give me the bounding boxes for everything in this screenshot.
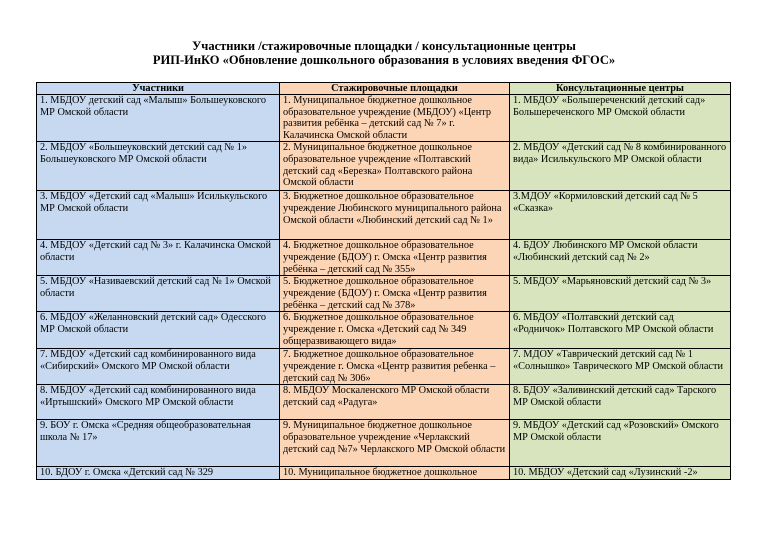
consulting-center-cell: 2. МБДОУ «Детский сад № 8 комбинированного вида» Исилькульского МР Омской области: [510, 142, 731, 191]
training-site-cell: 6. Бюджетное дошкольное образовательное учреждение г. Омска «Детский сад № 349 общеразвивающего вида»: [280, 312, 510, 349]
consulting-center-cell: 10. МБДОУ «Детский сад «Лузинский -2»: [510, 467, 731, 480]
table-row: [37, 467, 731, 480]
training-site-cell: 4. Бюджетное дошкольное образовательное учреждение (БДОУ) г. Омска «Центр развития ребёнка – детский сад № 355»: [280, 240, 510, 276]
table-row: [37, 385, 731, 420]
table-row: [37, 191, 731, 240]
header-training-sites: Стажировочные площадки: [280, 83, 510, 95]
participant-cell: 2. МБДОУ «Большеуковский детский сад № 1» Большеуковского МР Омской области: [37, 142, 280, 191]
consulting-center-cell: 4. БДОУ Любинского МР Омской области «Любинский детский сад № 2»: [510, 240, 731, 276]
consulting-center-cell: 9. МБДОУ «Детский сад «Розовский» Омского МР Омской области: [510, 420, 731, 467]
table-row: [37, 349, 731, 385]
consulting-center-cell: 1. МБДОУ «Большереченский детский сад» Большереченского МР Омской области: [510, 95, 731, 142]
consulting-center-cell: 8. БДОУ «Заливинский детский сад» Тарского МР Омской области: [510, 385, 731, 420]
participant-cell: 8. МБДОУ «Детский сад комбинированного вида «Иртышский» Омского МР Омской области: [37, 385, 280, 420]
participant-cell: 5. МБДОУ «Називаевский детский сад № 1» Омской области: [37, 276, 280, 312]
participant-cell: 3. МБДОУ «Детский сад «Малыш» Исилькульского МР Омской области: [37, 191, 280, 240]
training-site-cell: 9. Муниципальное бюджетное дошкольное образовательное учреждение «Черлакский детский сад №7» Черлакского МР Омской области: [280, 420, 510, 467]
participant-cell: 6. МБДОУ «Желанновский детский сад» Одесского МР Омской области: [37, 312, 280, 349]
training-site-cell: 10. Муниципальное бюджетное дошкольное: [280, 467, 510, 480]
participant-cell: 1. МБДОУ детский сад «Малыш» Большеуковского МР Омской области: [37, 95, 280, 142]
consulting-center-cell: 5. МБДОУ «Марьяновский детский сад № 3»: [510, 276, 731, 312]
training-site-cell: 7. Бюджетное дошкольное образовательное учреждение г. Омска «Центр развития ребенка – детский сад № 306»: [280, 349, 510, 385]
consulting-center-cell: 7. МДОУ «Таврический детский сад № 1 «Солнышко» Таврического МР Омской области: [510, 349, 731, 385]
participants-table: [36, 82, 731, 480]
document-title-line-2: РИП-ИнКО «Обновление дошкольного образования в условиях введения ФГОС»: [152, 53, 616, 67]
table-row: [37, 276, 731, 312]
header-consulting-centers: Консультационные центры: [510, 83, 731, 95]
participant-cell: 4. МБДОУ «Детский сад № 3» г. Калачинска Омской области: [37, 240, 280, 276]
training-site-cell: 5. Бюджетное дошкольное образовательное учреждение (БДОУ) г. Омска «Центр развития ребёнка – детский сад № 378»: [280, 276, 510, 312]
table-row: [37, 420, 731, 467]
training-site-cell: 8. МБДОУ Москаленского МР Омской области детский сад «Радуга»: [280, 385, 510, 420]
training-site-cell: 2. Муниципальное бюджетное дошкольное образовательное учреждение «Полтавский детский сад «Березка» Полтавского района Омской области: [280, 142, 510, 191]
header-participants: Участники: [37, 83, 280, 95]
table-row: [37, 312, 731, 349]
consulting-center-cell: 6. МБДОУ «Полтавский детский сад «Родничок» Полтавского МР Омской области: [510, 312, 731, 349]
training-site-cell: 1. Муниципальное бюджетное дошкольное образовательное учреждение (МБДОУ) «Центр развития ребёнка – детский сад № 7» г. Калачинска Омской области: [280, 95, 510, 142]
document-title-line-1: Участники /стажировочные площадки / консультационные центры: [192, 39, 576, 53]
participant-cell: 10. БДОУ г. Омска «Детский сад № 329: [37, 467, 280, 480]
consulting-center-cell: 3.МДОУ «Кормиловский детский сад № 5 «Сказка»: [510, 191, 731, 240]
training-site-cell: 3. Бюджетное дошкольное образовательное учреждение Любинского муниципального района Омской области «Любинский детский сад № 1»: [280, 191, 510, 240]
table-row: [37, 142, 731, 191]
table-row: [37, 95, 731, 142]
participant-cell: 7. МБДОУ «Детский сад комбинированного вида «Сибирский» Омского МР Омской области: [37, 349, 280, 385]
table-row: [37, 240, 731, 276]
table-header-row: [37, 83, 731, 95]
participant-cell: 9. БОУ г. Омска «Средняя общеобразовательная школа № 17»: [37, 420, 280, 467]
